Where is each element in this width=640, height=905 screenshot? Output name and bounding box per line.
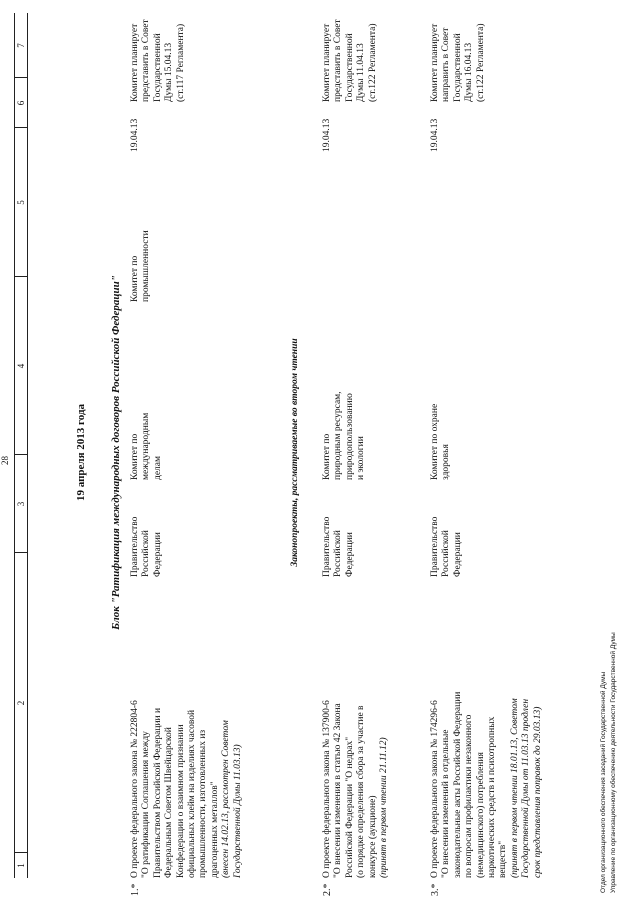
status-cell-line: Государственной xyxy=(152,33,163,102)
committee-cell xyxy=(130,413,164,480)
bill-line: "О ратификации Соглашения между xyxy=(141,731,152,878)
status-cell-line: Государственной xyxy=(344,33,355,102)
status-cell-line: Комитет планирует xyxy=(130,23,140,102)
bill-line: Правительством Российской Федерации и xyxy=(152,707,163,878)
bill-note-line: (принят в первом чтении 18.01.13, Советом xyxy=(509,698,520,878)
bill-line: Федеральным Советом Швейцарской xyxy=(164,727,175,878)
author-cell xyxy=(322,517,356,577)
committee-cell-line: Комитет по охране xyxy=(430,403,440,480)
bill-line: промышленности, изготовленных из xyxy=(198,729,209,878)
bill-line: веществ" xyxy=(498,840,509,878)
bill-line: наркотических средств и психотропных xyxy=(487,716,498,878)
committee-cell-line: Комитет по xyxy=(130,433,140,480)
status-cell-line: (ст.122 Регламента) xyxy=(475,23,486,102)
bill-line: официальных клейм на изделиях часовой xyxy=(187,709,198,878)
status-cell-line: Думы 16.04.13 xyxy=(464,42,475,102)
bill-line: драгоценных металлов" xyxy=(209,781,220,878)
column-header-6: 6 xyxy=(15,77,27,128)
bill-line: О проекте федерального закона № 222804-6 xyxy=(130,700,140,878)
bill-line: по вопросам профилактики незаконного xyxy=(464,714,475,878)
bill-line: О проекте федерального закона № 137900-6 xyxy=(322,700,332,878)
committee-cell-line: природопользованию xyxy=(344,393,355,480)
row-number: 2.* xyxy=(322,883,333,896)
page-number: 28 xyxy=(0,456,10,465)
author-cell-line: Российской xyxy=(333,530,344,577)
status-cell xyxy=(130,19,187,102)
author-cell-line: Российской xyxy=(441,530,452,577)
bill-line: О проекте федерального закона № 174296-6 xyxy=(430,700,440,878)
bill-line: "О внесении изменения в статью 42 Закона xyxy=(333,703,344,878)
date-heading: 19 апреля 2013 года xyxy=(75,403,87,502)
status-cell-line: представить в Совет xyxy=(141,19,152,102)
bill-note-line: Государственной Думы от 11.03.13 продлен xyxy=(521,698,532,878)
bill-line: "О внесении изменений в отдельные xyxy=(441,729,452,878)
bill-note-line: (принят в первом чтении 21.11.12) xyxy=(379,737,390,878)
author-cell xyxy=(430,517,464,577)
bill-line: конкурсе (аукционе) xyxy=(367,795,378,878)
author-cell-line: Правительство xyxy=(430,516,440,577)
bill-line: законодательные акты Российской Федерации xyxy=(452,691,463,878)
status-cell-line: Государственной xyxy=(452,33,463,102)
committee-cell xyxy=(430,404,453,480)
status-cell xyxy=(430,23,487,102)
author-cell-line: Федерации xyxy=(344,532,355,577)
co-committee-cell-line: Комитет по xyxy=(130,255,140,302)
column-header-7: 7 xyxy=(16,43,26,48)
date-cell: 19.04.13 xyxy=(322,118,332,152)
column-header-row xyxy=(14,13,28,878)
bill-note-line: Государственной Думы 11.03.13) xyxy=(232,744,243,878)
author-cell xyxy=(130,517,164,577)
bill-note-line: срок представления поправок до 29.03.13) xyxy=(532,706,543,878)
status-cell-line: (ст.122 Регламента) xyxy=(367,23,378,102)
author-cell-line: Федерации xyxy=(152,532,163,577)
column-header-5: 5 xyxy=(15,127,27,277)
footer-line-1: Отдел организационного обеспечения заседаний Государственной Думы xyxy=(600,671,607,893)
status-cell-line: Комитет планирует xyxy=(430,23,440,102)
author-cell-line: Правительство xyxy=(322,516,332,577)
bill-line: (немедицинского) потребления xyxy=(475,752,486,878)
committee-cell-line: международным xyxy=(141,412,152,480)
bill-cell xyxy=(130,580,244,878)
author-cell-line: Федерации xyxy=(452,532,463,577)
status-cell-line: направить в Совет xyxy=(441,27,452,102)
bill-cell xyxy=(430,580,544,878)
column-header-3: 3 xyxy=(15,454,27,553)
status-cell-line: (ст.117 Регламента) xyxy=(175,23,186,102)
author-cell-line: Правительство xyxy=(130,516,140,577)
status-cell-line: Думы 11.04.13 xyxy=(356,43,367,102)
committee-cell-line: здоровья xyxy=(441,444,452,480)
bill-line: (о порядке определения сбора за участие в xyxy=(356,705,367,878)
bill-note-line: (внесен 14.02.13, рассмотрен Советом xyxy=(221,720,232,878)
committee-cell-line: и экологии xyxy=(356,436,367,480)
committee-cell-line: Комитет по xyxy=(322,433,332,480)
date-cell: 19.04.13 xyxy=(130,118,140,152)
column-header-1: 1 xyxy=(15,852,27,878)
block-heading: Блок "Ратификация международных договоров Российской Федерации" xyxy=(110,275,122,630)
footer-line-2: Управление по организационному обеспечению деятельности Государственной Думы xyxy=(610,632,617,893)
status-cell-line: Думы 15.04.13 xyxy=(164,42,175,102)
row-number: 3.* xyxy=(430,883,441,896)
column-header-4: 4 xyxy=(15,276,27,455)
date-cell: 19.04.13 xyxy=(430,118,440,152)
bill-line: Конфедерации о взаимном признании xyxy=(175,724,186,878)
committee-cell-line: природным ресурсам, xyxy=(333,391,344,480)
committee-cell-line: делам xyxy=(152,455,163,480)
co-committee-cell xyxy=(130,230,153,302)
row-number: 1.* xyxy=(130,883,141,896)
co-committee-cell-line: промышленности xyxy=(141,230,152,302)
column-header-2: 2 xyxy=(15,552,27,853)
status-cell-line: представить в Совет xyxy=(333,19,344,102)
section-heading: Законопроекты, рассматриваемые во втором чтении xyxy=(290,338,300,567)
bill-line: Российской Федерации "О недрах" xyxy=(344,736,355,878)
author-cell-line: Российской xyxy=(141,530,152,577)
status-cell-line: Комитет планирует xyxy=(322,23,332,102)
bill-cell xyxy=(322,580,390,878)
status-cell xyxy=(322,19,379,102)
committee-cell xyxy=(322,391,368,480)
